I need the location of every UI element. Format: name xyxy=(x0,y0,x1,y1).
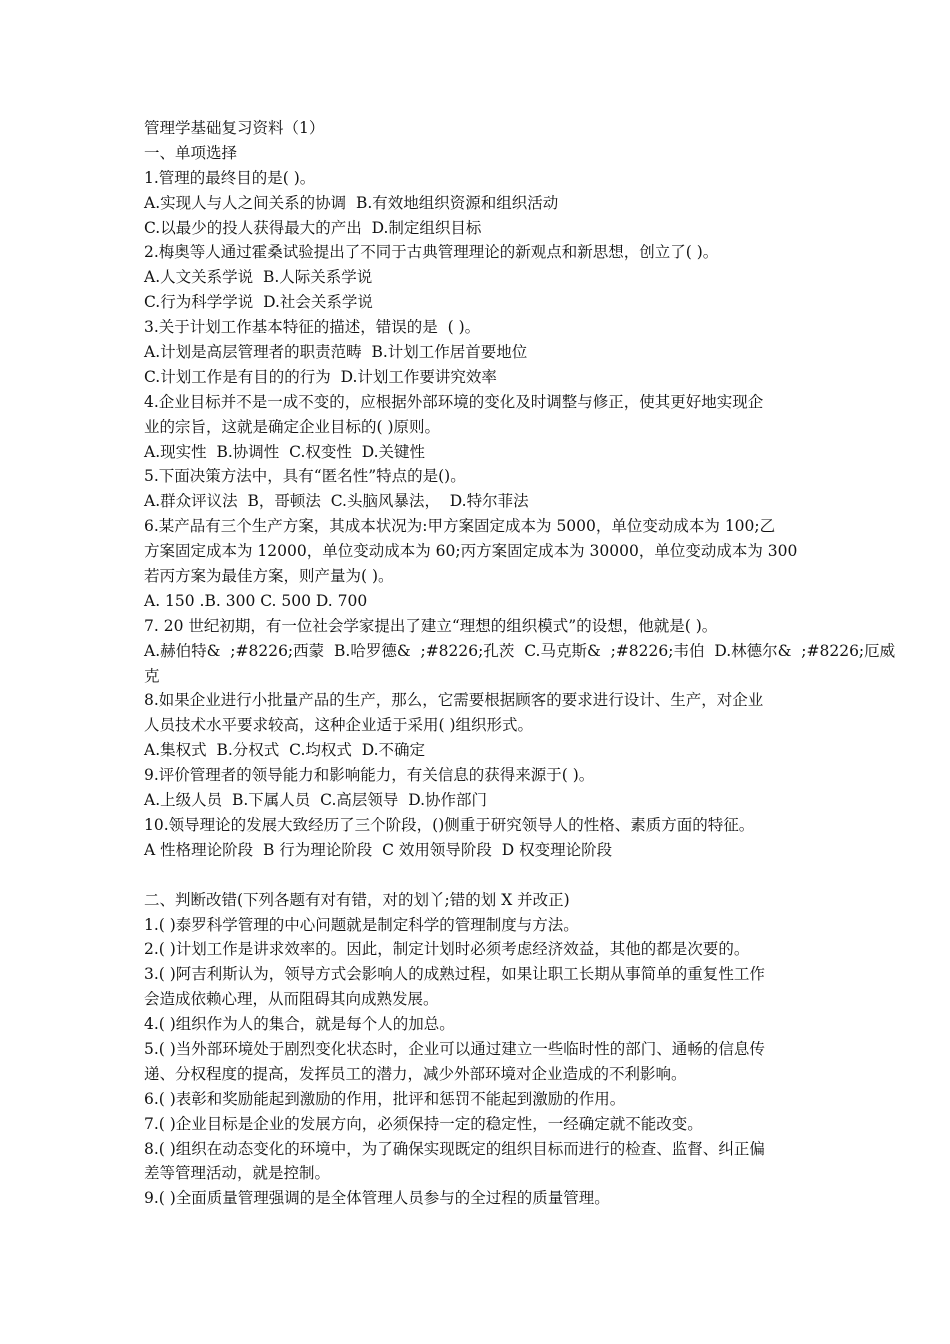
text-line: 7.( )企业目标是企业的发展方向，必须保持一定的稳定性，一经确定就不能改变。 xyxy=(144,1114,703,1133)
text-line: A.人文关系学说 B.人际关系学说 xyxy=(144,268,373,287)
text-line: 6.( )表彰和奖励能起到激励的作用，批评和惩罚不能起到激励的作用。 xyxy=(144,1089,626,1108)
text-line: A.上级人员 B.下属人员 C.高层领导 D.协作部门 xyxy=(144,791,488,810)
section-spacer xyxy=(144,863,810,888)
text-line: A.集权式 B.分权式 C.均权式 D.不确定 xyxy=(144,741,426,760)
text-line: 5.( )当外部环境处于剧烈变化状态时，企业可以通过建立一些临时性的部门、通畅的信息传 xyxy=(144,1039,765,1058)
text-line: 克 xyxy=(144,666,160,685)
text-line: 1.( )泰罗科学管理的中心问题就是制定科学的管理制度与方法。 xyxy=(144,915,579,934)
text-line: A.赫伯特& ;#8226;西蒙 B.哈罗德& ;#8226;孔茨 C.马克斯& ;#8226;韦伯 D.林德尔& ;#8226;厄威 xyxy=(144,641,896,660)
text-line: 5.下面决策方法中，具有“匿名性”特点的是()。 xyxy=(144,467,466,486)
text-line: 9.评价管理者的领导能力和影响能力，有关信息的获得来源于( )。 xyxy=(144,766,595,785)
text-line: 8.如果企业进行小批量产品的生产，那么，它需要根据顾客的要求进行设计、生产，对企业 xyxy=(144,691,764,710)
text-line: 8.( )组织在动态变化的环境中，为了确保实现既定的组织目标而进行的检查、监督、纠正偏 xyxy=(144,1139,765,1158)
text-line: C.行为科学学说 D.社会关系学说 xyxy=(144,293,373,312)
single-choice-questions xyxy=(144,166,896,863)
text-line: 差等管理活动，就是控制。 xyxy=(144,1164,331,1183)
text-line: 2.梅奥等人通过霍桑试验提出了不同于古典管理理论的新观点和新思想，创立了( )。 xyxy=(144,243,719,262)
text-line: 2.( )计划工作是讲求效率的。因此，制定计划时必须考虑经济效益，其他的都是次要的。 xyxy=(144,940,750,959)
text-line: 9.( )全面质量管理强调的是全体管理人员参与的全过程的质量管理。 xyxy=(144,1189,610,1208)
text-line: 递、分权程度的提高，发挥员工的潜力，减少外部环境对企业造成的不利影响。 xyxy=(144,1064,687,1083)
text-line: 人员技术水平要求较高，这种企业适于采用( )组织形式。 xyxy=(144,716,534,735)
text-line: 10.领导理论的发展大致经历了三个阶段，()侧重于研究领导人的性格、素质方面的特征。 xyxy=(144,815,755,834)
text-line: C.计划工作是有目的的行为 D.计划工作要讲究效率 xyxy=(144,367,497,386)
text-line: 方案固定成本为 12000，单位变动成本为 60;丙方案固定成本为 30000，单位变动成本为 300 xyxy=(144,542,798,561)
text-line: 1.管理的最终目的是( )。 xyxy=(144,168,316,187)
text-line: 业的宗旨，这就是确定企业目标的( )原则。 xyxy=(144,417,441,436)
text-line: A.实现人与人之间关系的协调 B.有效地组织资源和组织活动 xyxy=(144,193,559,212)
text-line: 4.企业目标并不是一成不变的，应根据外部环境的变化及时调整与修正，使其更好地实现企 xyxy=(144,392,764,411)
text-line: A.群众评议法 B，哥顿法 C.头脑风暴法， D.特尔菲法 xyxy=(144,492,529,511)
text-line: 4.( )组织作为人的集合，就是每个人的加总。 xyxy=(144,1015,455,1034)
text-line: A.现实性 B.协调性 C.权变性 D.关键性 xyxy=(144,442,426,461)
text-line: 3.关于计划工作基本特征的描述，错误的是 ( )。 xyxy=(144,318,481,337)
text-line: 若丙方案为最佳方案，则产量为( )。 xyxy=(144,567,394,586)
document-body xyxy=(144,116,896,1211)
section-heading-true-false: 二、判断改错(下列各题有对有错，对的划丫;错的划 X 并改正) xyxy=(144,890,570,909)
text-line: A. 150 .B. 300 C. 500 D. 700 xyxy=(144,591,368,610)
text-line: 会造成依赖心理，从而阻碍其向成熟发展。 xyxy=(144,990,439,1009)
true-false-questions xyxy=(144,913,810,1212)
text-line: 7. 20 世纪初期，有一位社会学家提出了建立“理想的组织模式”的设想，他就是( )。 xyxy=(144,616,718,635)
text-line: C.以最少的投人获得最大的产出 D.制定组织目标 xyxy=(144,218,482,237)
text-line: A 性格理论阶段 B 行为理论阶段 C 效用领导阶段 D 权变理论阶段 xyxy=(144,840,613,859)
document-title: 管理学基础复习资料（1） xyxy=(144,119,325,137)
text-line: A.计划是高层管理者的职责范畴 B.计划工作居首要地位 xyxy=(144,343,528,362)
text-line: 6.某产品有三个生产方案，其成本状况为:甲方案固定成本为 5000，单位变动成本为 100;乙 xyxy=(144,517,776,536)
section-heading-single-choice: 一、单项选择 xyxy=(144,143,238,162)
text-line: 3.( )阿吉利斯认为，领导方式会影响人的成熟过程，如果让职工长期从事简单的重复性工作 xyxy=(144,965,765,984)
